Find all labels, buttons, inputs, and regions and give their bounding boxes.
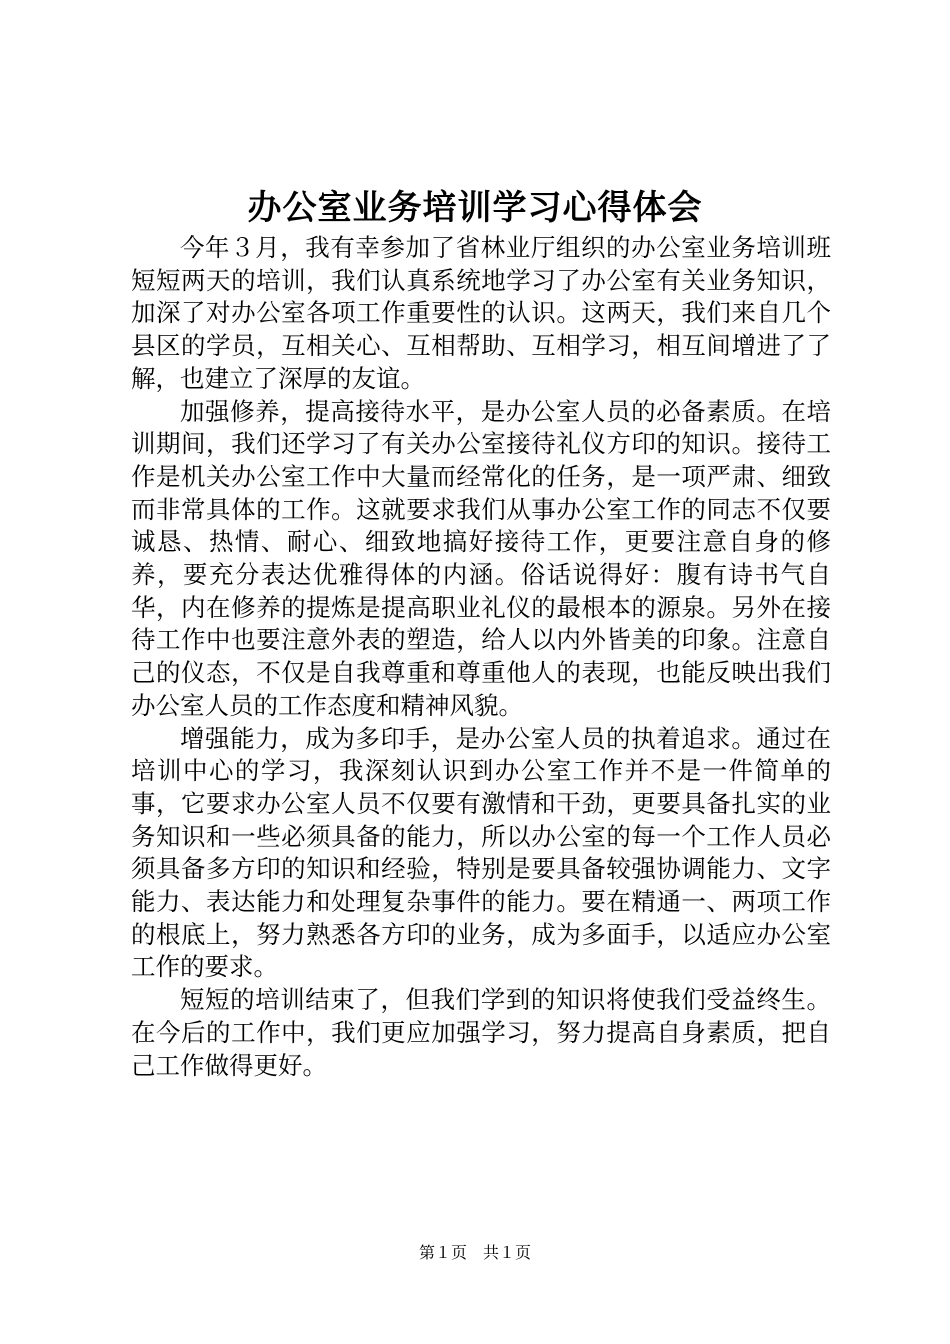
paragraph-3: 增强能力，成为多印手，是办公室人员的执着追求。通过在培训中心的学习，我深刻认识到办公室工作并不是一件简单的事，它要求办公室人员不仅要有激情和干劲，更要具备扎实的业务知识和一些必须具备的能力，所以办公室的每一个工作人员必须具备多方印的知识和经验，特别是要具备较强协调能力、文字能力、表达能力和处理复杂事件的能力。要在精通一、两项工作的根底上，努力熟悉各方印的业务，成为多面手，以适应办公室工作的要求。 xyxy=(131,723,831,982)
paragraph-4: 短短的培训结束了，但我们学到的知识将使我们受益终生。在今后的工作中，我们更应加强学习，努力提高自身素质，把自己工作做得更好。 xyxy=(131,985,831,1080)
page-number-footer: 第１页 共１页 xyxy=(418,1243,531,1262)
paragraph-1: 今年３月，我有幸参加了省林业厅组织的办公室业务培训班短短两天的培训，我们认真系统地学习了办公室有关业务知识，加深了对办公室各项工作重要性的认识。这两天，我们来自几个县区的学员，互相关心、互相帮助、互相学习，相互间增进了了解，也建立了深厚的友谊。 xyxy=(131,233,831,393)
document-title: 办公室业务培训学习心得体会 xyxy=(247,188,703,228)
paragraph-2: 加强修养，提高接待水平，是办公室人员的必备素质。在培训期间，我们还学习了有关办公室接待礼仪方印的知识。接待工作是机关办公室工作中大量而经常化的任务，是一项严肃、细致而非常具体的工作。这就要求我们从事办公室工作的同志不仅要诚恳、热情、耐心、细致地搞好接待工作，更要注意自身的修养，要充分表达优雅得体的内涵。俗话说得好：腹有诗书气自华，内在修养的提炼是提高职业礼仪的最根本的源泉。另外在接待工作中也要注意外表的塑造，给人以内外皆美的印象。注意自己的仪态，不仅是自我尊重和尊重他人的表现，也能反映出我们办公室人员的工作态度和精神风貌。 xyxy=(131,396,831,720)
document-body xyxy=(131,232,831,1082)
